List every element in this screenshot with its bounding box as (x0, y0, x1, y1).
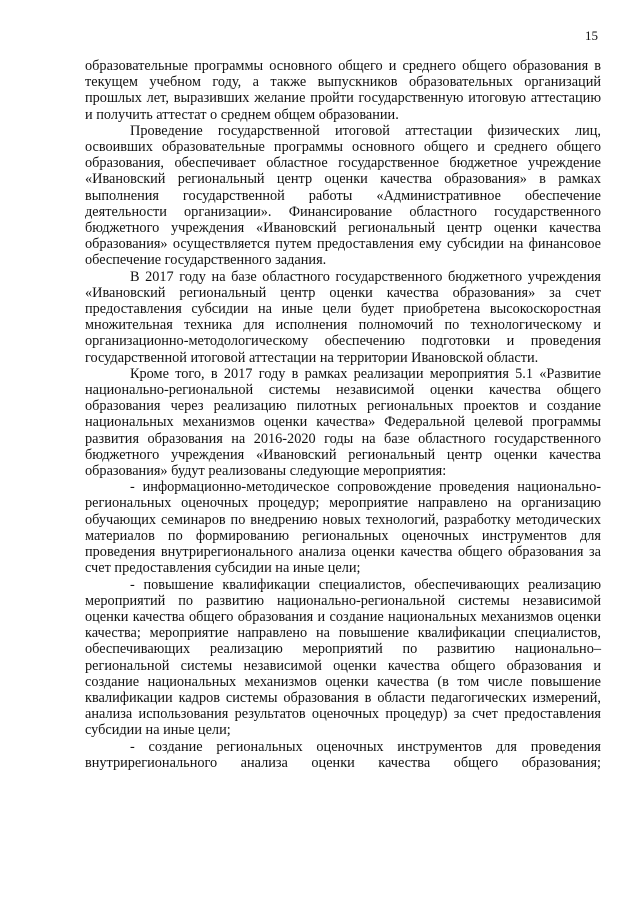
list-item-methodical-support: - информационно-методическое сопровождение проведения национально-региональных оценочных процедур; мероприятие направлено на организацию обучающих семинаров по внедрению новых технологий, разработку методических материалов по формированию региональных оценочных инструментов для проведения внутрирегионального анализа оценки качества общего образования за счет предоставления субсидии на иные цели; (85, 479, 601, 577)
paragraph-continuation: образовательные программы основного общего и среднего общего образования в текущем учебном году, а также выпускников образовательных организаций прошлых лет, выразивших желание пройти государственную итоговую аттестацию и получить аттестат о среднем общем образовании. (85, 58, 601, 123)
paragraph-equipment-2017: В 2017 году на базе областного государственного бюджетного учреждения «Ивановский региональный центр оценки качества образования» за счет предоставления субсидии на иные цели будет приобретена высокоскоростная множительная техника для исполнения полномочий по технологическому и организационно-методологическому обеспечению подготовки и проведения государственной итоговой аттестации на территории Ивановской области. (85, 268, 601, 366)
paragraph-measure-5-1: Кроме того, в 2017 году в рамках реализации мероприятия 5.1 «Развитие национально-региональной системы независимой оценки качества общего образования через реализацию пилотных региональных проектов и создание национальных механизмов оценки качества» Федеральной целевой программы развития образования на 2016-2020 годы на базе областного государственного бюджетного учреждения «Ивановский региональный центр оценки качества образования» будут реализованы следующие мероприятия: (85, 365, 601, 480)
document-body (85, 58, 601, 771)
list-item-assessment-tools: - создание региональных оценочных инструментов для проведения внутрирегионального анализа оценки качества общего образования; (85, 738, 601, 771)
list-item-qualification: - повышение квалификации специалистов, обеспечивающих реализацию мероприятий по развитию национально-региональной системы независимой оценки качества общего образования и создание национальных механизмов оценки качества; мероприятие направлено на повышение квалификации специалистов, обеспечивающих реализацию мероприятий по развитию национально–региональной системы независимой оценки качества общего образования и создание национальных механизмов оценки качества (в том числе повышение квалификации кадров системы образования в области педагогических измерений, анализа использования результатов оценочных процедур) за счет предоставления субсидии на иные цели; (85, 576, 601, 739)
page-number: 15 (585, 28, 598, 43)
paragraph-certification-funding: Проведение государственной итоговой аттестации физических лиц, освоивших образовательные программы основного общего и среднего общего образования, обеспечивает областное государственное бюджетное учреждение «Ивановский региональный центр оценки качества образования» в рамках выполнения государственной работы «Административное обеспечение деятельности организации». Финансирование областного государственного бюджетного учреждения «Ивановский региональный центр оценки качества образования» осуществляется путем предоставления ему субсидии на финансовое обеспечение государственного задания. (85, 122, 601, 269)
